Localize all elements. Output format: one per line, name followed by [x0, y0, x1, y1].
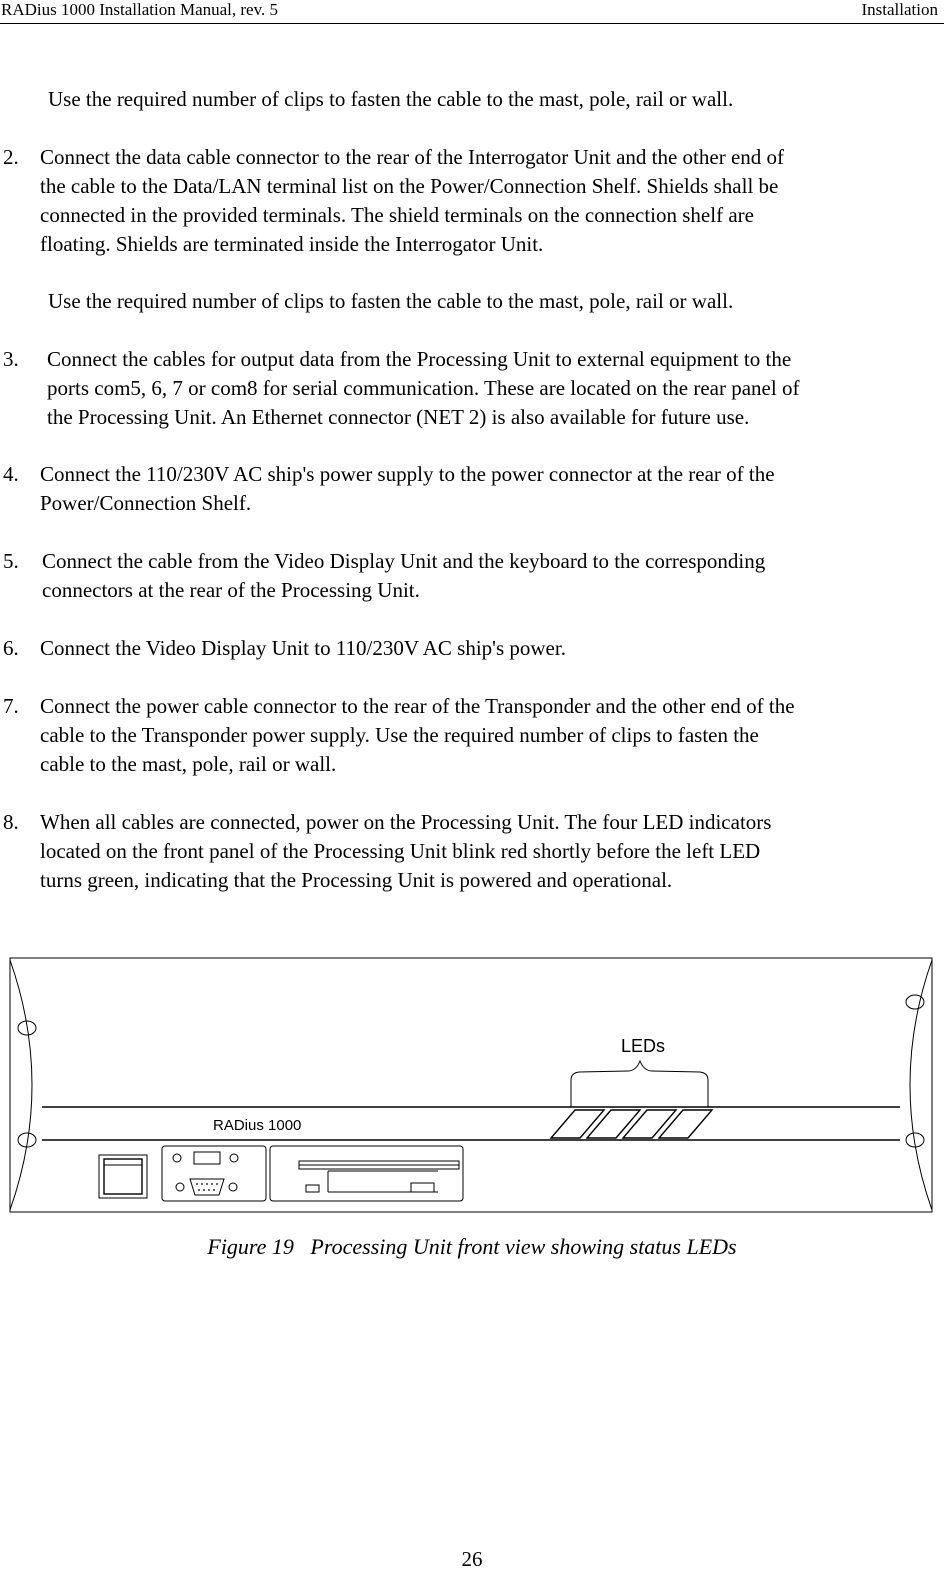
step-7-line-2: cable to the Transponder power supply. Use the required number of clips to fasten the [40, 723, 759, 747]
usb-port [194, 1152, 220, 1164]
step-8-line-1: When all cables are connected, power on the Processing Unit. The four LED indicators [40, 810, 772, 834]
step-5-line-1: Connect the cable from the Video Display Unit and the keyboard to the corresponding [42, 549, 766, 573]
led-group [551, 1110, 712, 1138]
step-4-line-2: Power/Connection Shelf. [40, 491, 252, 515]
step-8-number: 8. [3, 810, 19, 834]
step-2-line-4: floating. Shields are terminated inside the Interrogator Unit. [40, 232, 544, 256]
step-6-number: 6. [3, 636, 19, 660]
power-switch-rocker [104, 1159, 142, 1194]
processing-unit-front-view-figure [8, 955, 936, 1217]
step-7-line-3: cable to the mast, pole, rail or wall. [40, 752, 337, 776]
power-switch-housing [99, 1155, 147, 1198]
led-indicator [623, 1110, 676, 1138]
serial-screw-left [176, 1183, 184, 1191]
unit-name-label: RADius 1000 [213, 1117, 302, 1134]
led-indicator [659, 1110, 712, 1138]
step-2-line-3: connected in the provided terminals. The shield terminals on the connection shelf are [40, 203, 754, 227]
step-7-line-1: Connect the power cable connector to the rear of the Transponder and the other end of the [40, 694, 795, 718]
step-8-line-2: located on the front panel of the Processing Unit blink red shortly before the left LED [40, 839, 761, 863]
header-title: RADius 1000 Installation Manual, rev. 5 [1, 0, 278, 19]
step-2-followup-paragraph: Use the required number of clips to fasten the cable to the mast, pole, rail or wall. [48, 289, 734, 313]
led-indicator [551, 1110, 604, 1138]
step-6-line-1: Connect the Video Display Unit to 110/230V AC ship's power. [40, 636, 566, 660]
leds-label: LEDs [621, 1036, 666, 1056]
step-2-number: 2. [3, 145, 19, 169]
panel-left-curve [10, 960, 32, 1210]
step-3-line-2: ports com5, 6, 7 or com8 for serial communication. These are located on the rear panel of [47, 376, 800, 400]
step-7-number: 7. [3, 694, 19, 718]
led-indicator [587, 1110, 640, 1138]
step-4-line-1: Connect the 110/230V AC ship's power supply to the power connector at the rear of the [40, 462, 775, 486]
intro-paragraph: Use the required number of clips to fasten the cable to the mast, pole, rail or wall. [48, 87, 734, 111]
step-2-line-2: the cable to the Data/LAN terminal list on the Power/Connection Shelf. Shields shall be [40, 174, 779, 198]
serial-port [190, 1179, 224, 1195]
screw-left [173, 1154, 181, 1162]
step-4-number: 4. [3, 462, 19, 486]
mount-hole-top-right [906, 995, 924, 1009]
step-5-line-2: connectors at the rear of the Processing Unit. [42, 578, 420, 602]
step-3-line-3: the Processing Unit. An Ethernet connector (NET 2) is also available for future use. [47, 405, 750, 429]
leds-brace [571, 1061, 708, 1107]
page-number: 26 [461, 1547, 483, 1571]
header-section: Installation [861, 0, 938, 19]
page-header [0, 0, 944, 24]
step-2-line-1: Connect the data cable connector to the rear of the Interrogator Unit and the other end of [40, 145, 785, 169]
panel-outline [10, 958, 932, 1212]
drive-module [270, 1146, 463, 1201]
serial-screw-right [229, 1183, 237, 1191]
step-8-line-3: turns green, indicating that the Processing Unit is powered and operational. [40, 868, 673, 892]
step-5-number: 5. [3, 549, 19, 573]
step-3-number: 3. [3, 347, 19, 371]
screw-right [230, 1154, 238, 1162]
drive-led [306, 1185, 319, 1192]
drive-eject-button [411, 1183, 434, 1192]
figure-caption: Figure 19 Processing Unit front view showing status LEDs [207, 1234, 737, 1259]
step-3-line-1: Connect the cables for output data from the Processing Unit to external equipment to the [47, 347, 792, 371]
panel-right-curve [910, 960, 932, 1210]
